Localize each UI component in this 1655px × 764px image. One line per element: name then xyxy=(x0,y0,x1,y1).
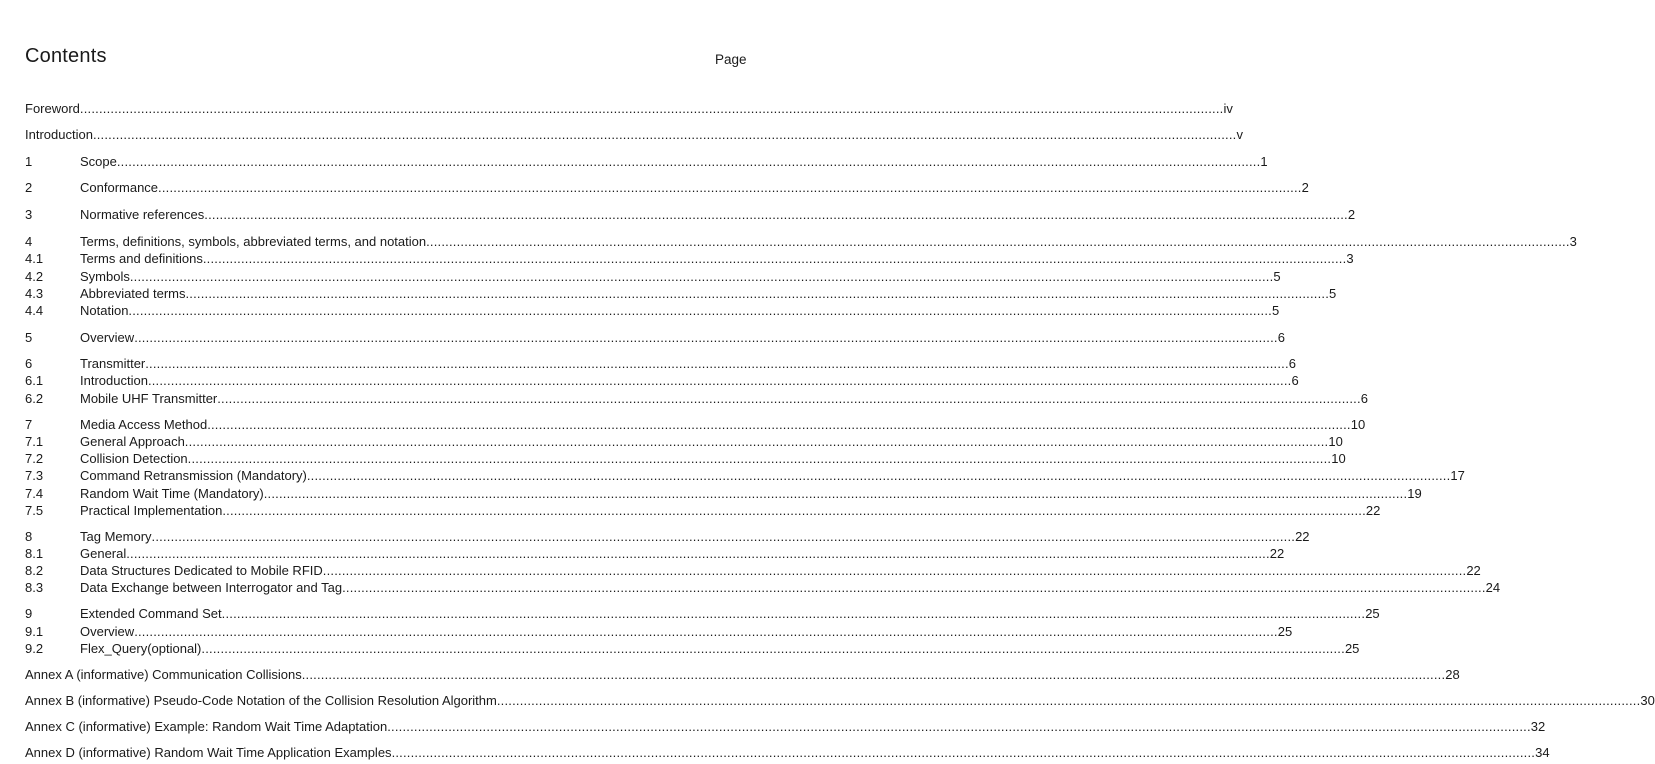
toc-entry-number: 4.2 xyxy=(25,269,44,284)
toc-entry-title: Introduction xyxy=(80,373,148,388)
toc-entry[interactable] xyxy=(25,250,1354,267)
toc-entry-title: Data Structures Dedicated to Mobile RFID xyxy=(80,563,323,578)
toc-entry-page: 10 xyxy=(1331,451,1346,466)
toc-leader-dots: ............................................................................................................................................................................................................................................................................................................ xyxy=(187,451,1332,466)
toc-entry-page: 6 xyxy=(1291,373,1299,388)
toc-leader-dots: ............................................................................................................................................................................................................................................................................................................ xyxy=(221,606,1366,621)
toc-entry-page: 25 xyxy=(1365,606,1380,621)
toc-leader-dots: ............................................................................................................................................................................................................................................................................................................ xyxy=(129,269,1274,284)
toc-entry-title: General Approach xyxy=(80,434,185,449)
toc-entry-title: Media Access Method xyxy=(80,417,208,432)
toc-entry-page: 2 xyxy=(1301,180,1309,195)
toc-leader-dots: ............................................................................................................................................................................................................................................................................................................ xyxy=(158,180,1302,195)
toc-entry-page: 6 xyxy=(1288,356,1297,371)
toc-entry-page: iv xyxy=(1223,101,1233,116)
toc-leader-dots: ............................................................................................................................................................................................................................................................................................................ xyxy=(204,207,1348,222)
toc-entry-page: 10 xyxy=(1350,417,1366,432)
toc-entry-number: 7.4 xyxy=(25,486,44,501)
toc-entry-title: Notation xyxy=(80,303,129,318)
toc-leader-dots: ............................................................................................................................................................................................................................................................................................................ xyxy=(496,693,1641,708)
toc-entry-number: 7.1 xyxy=(25,434,44,449)
toc-entry[interactable] xyxy=(25,179,1309,196)
toc-entry-number: 7.2 xyxy=(25,451,44,466)
toc-leader-dots: ............................................................................................................................................................................................................................................................................................................ xyxy=(207,417,1351,432)
toc-entry-title: Flex_Query(optional) xyxy=(80,641,202,656)
toc-entry[interactable] xyxy=(25,126,1243,143)
toc-entry-page: v xyxy=(1236,127,1243,142)
toc-entry-page: 5 xyxy=(1273,269,1281,284)
toc-entry[interactable] xyxy=(25,100,1233,117)
toc-leader-dots: ............................................................................................................................................................................................................................................................................................................ xyxy=(426,234,1570,249)
toc-leader-dots: ............................................................................................................................................................................................................................................................................................................ xyxy=(128,303,1272,318)
toc-leader-dots: ............................................................................................................................................................................................................................................................................................................ xyxy=(217,391,1361,406)
toc-leader-dots: ............................................................................................................................................................................................................................................................................................................ xyxy=(184,434,1329,449)
toc-entry-number: 4.1 xyxy=(25,251,44,266)
toc-entry[interactable] xyxy=(25,450,1346,467)
toc-entry-title: Terms and definitions xyxy=(80,251,203,266)
toc-entry-number: 1 xyxy=(25,154,33,169)
toc-entry-page: 6 xyxy=(1360,391,1369,406)
toc-entry[interactable] xyxy=(25,502,1381,519)
toc-entry[interactable] xyxy=(25,302,1280,319)
toc-entry-page: 17 xyxy=(1450,468,1465,483)
toc-entry-title: Overview xyxy=(80,330,135,345)
toc-entry-title: Annex C (informative) Example: Random Wait Time Adaptation xyxy=(25,719,388,734)
toc-entry[interactable] xyxy=(25,744,1550,761)
toc-entry-number: 2 xyxy=(25,180,33,195)
toc-entry-title: Tag Memory xyxy=(80,529,152,544)
toc-entry-title: Overview xyxy=(80,624,135,639)
toc-leader-dots: ............................................................................................................................................................................................................................................................................................................ xyxy=(185,286,1330,301)
toc-entry-page: 34 xyxy=(1535,745,1550,760)
toc-entry-page: 22 xyxy=(1269,546,1285,561)
toc-entry[interactable] xyxy=(25,467,1465,484)
toc-entry-title: Normative references xyxy=(80,207,205,222)
toc-entry-page: 5 xyxy=(1271,303,1280,318)
toc-entry[interactable] xyxy=(25,528,1310,545)
toc-entry-page: 6 xyxy=(1277,330,1285,345)
toc-entry[interactable] xyxy=(25,355,1297,372)
toc-entry[interactable] xyxy=(25,206,1356,223)
toc-entry[interactable] xyxy=(25,718,1546,735)
toc-entry-number: 8.1 xyxy=(25,546,44,561)
toc-entry-title: Mobile UHF Transmitter xyxy=(80,391,218,406)
toc-entry-number: 8.2 xyxy=(25,563,44,578)
toc-entry-number: 4 xyxy=(25,234,33,249)
toc-entry-number: 4.3 xyxy=(25,286,44,301)
toc-leader-dots: ............................................................................................................................................................................................................................................................................................................ xyxy=(134,624,1278,639)
toc-leader-dots: ............................................................................................................................................................................................................................................................................................................ xyxy=(201,641,1345,656)
toc-entry-number: 9 xyxy=(25,606,33,621)
toc-leader-dots: ............................................................................................................................................................................................................................................................................................................ xyxy=(342,580,1486,595)
toc-entry-page: 1 xyxy=(1260,154,1268,169)
toc-entry-page: 28 xyxy=(1445,667,1460,682)
toc-entry-number: 6.1 xyxy=(25,373,44,388)
toc-entry[interactable] xyxy=(25,285,1337,302)
toc-leader-dots: ............................................................................................................................................................................................................................................................................................................ xyxy=(301,667,1446,682)
toc-entry-page: 2 xyxy=(1347,207,1356,222)
toc-entry-title: Scope xyxy=(80,154,117,169)
toc-entry-title: Practical Implementation xyxy=(80,503,223,518)
toc-entry-title: Command Retransmission (Mandatory) xyxy=(80,468,307,483)
toc-entry[interactable] xyxy=(25,416,1366,433)
toc-entry-title: Introduction xyxy=(25,127,93,142)
toc-entry[interactable] xyxy=(25,692,1655,709)
toc-entry-number: 5 xyxy=(25,330,33,345)
toc-entry-title: Conformance xyxy=(80,180,159,195)
toc-entry-number: 3 xyxy=(25,207,33,222)
toc-entry-title: Random Wait Time (Mandatory) xyxy=(80,486,264,501)
toc-entry-page: 32 xyxy=(1530,719,1546,734)
toc-entry-page: 30 xyxy=(1640,693,1655,708)
toc-entry-page: 24 xyxy=(1485,580,1501,595)
toc-entry-number: 9.2 xyxy=(25,641,44,656)
toc-entry[interactable] xyxy=(25,268,1281,285)
toc-leader-dots: ............................................................................................................................................................................................................................................................................................................ xyxy=(92,127,1237,142)
toc-entry-page: 3 xyxy=(1569,234,1577,249)
toc-entry-title: General xyxy=(80,546,127,561)
toc-leader-dots: ............................................................................................................................................................................................................................................................................................................ xyxy=(147,373,1292,388)
toc-entry[interactable] xyxy=(25,233,1577,250)
toc-entry-title: Collision Detection xyxy=(80,451,188,466)
toc-entry-number: 7 xyxy=(25,417,33,432)
toc-entry-number: 6.2 xyxy=(25,391,44,406)
toc-entry-number: 7.5 xyxy=(25,503,44,518)
toc-entry-page: 3 xyxy=(1346,251,1354,266)
toc-entry-title: Annex D (informative) Random Wait Time Application Examples xyxy=(25,745,392,760)
toc-entry[interactable] xyxy=(25,485,1422,502)
toc-entry-number: 4.4 xyxy=(25,303,44,318)
toc-entry-number: 7.3 xyxy=(25,468,44,483)
toc-leader-dots: ............................................................................................................................................................................................................................................................................................................ xyxy=(306,468,1451,483)
toc-entry-page: 5 xyxy=(1329,286,1337,301)
toc-entry-number: 6 xyxy=(25,356,33,371)
toc-entry-title: Annex B (informative) Pseudo-Code Notation of the Collision Resolution Algorithm xyxy=(25,693,497,708)
toc-entry-title: Abbreviated terms xyxy=(80,286,186,301)
toc-entry-title: Extended Command Set xyxy=(80,606,222,621)
toc-entry[interactable] xyxy=(25,372,1299,389)
toc-entry-page: 22 xyxy=(1295,529,1310,544)
toc-leader-dots: ............................................................................................................................................................................................................................................................................................................ xyxy=(116,154,1261,169)
page-column-label: Page xyxy=(715,52,747,67)
toc-entry[interactable] xyxy=(25,579,1501,596)
toc-entry[interactable] xyxy=(25,329,1285,346)
toc-leader-dots: ............................................................................................................................................................................................................................................................................................................ xyxy=(145,356,1289,371)
toc-entry-page: 25 xyxy=(1277,624,1293,639)
toc-entry[interactable] xyxy=(25,390,1369,407)
toc-entry-number: 8.3 xyxy=(25,580,44,595)
toc-leader-dots: ............................................................................................................................................................................................................................................................................................................ xyxy=(322,563,1467,578)
toc-entry-page: 22 xyxy=(1466,563,1481,578)
toc-leader-dots: ............................................................................................................................................................................................................................................................................................................ xyxy=(387,719,1531,734)
toc-entry-title: Symbols xyxy=(80,269,130,284)
toc-entry-title: Foreword xyxy=(25,101,80,116)
toc-entry[interactable] xyxy=(25,640,1360,657)
toc-entry[interactable] xyxy=(25,623,1293,640)
toc-leader-dots: ............................................................................................................................................................................................................................................................................................................ xyxy=(391,745,1536,760)
toc-leader-dots: ............................................................................................................................................................................................................................................................................................................ xyxy=(126,546,1270,561)
toc-leader-dots: ............................................................................................................................................................................................................................................................................................................ xyxy=(263,486,1408,501)
toc-entry-title: Terms, definitions, symbols, abbreviated terms, and notation xyxy=(80,234,427,249)
toc-entry-number: 9.1 xyxy=(25,624,44,639)
toc-entry-page: 25 xyxy=(1344,641,1360,656)
toc-entry-page: 22 xyxy=(1365,503,1381,518)
toc-leader-dots: ............................................................................................................................................................................................................................................................................................................ xyxy=(151,529,1296,544)
toc-entry[interactable] xyxy=(25,666,1460,683)
toc-leader-dots: ............................................................................................................................................................................................................................................................................................................ xyxy=(202,251,1347,266)
toc-entry[interactable] xyxy=(25,153,1268,170)
toc-entry-page: 19 xyxy=(1407,486,1422,501)
toc-entry[interactable] xyxy=(25,605,1380,622)
toc-entry-title: Transmitter xyxy=(80,356,146,371)
toc-leader-dots: ............................................................................................................................................................................................................................................................................................................ xyxy=(79,101,1224,116)
toc-entry-title: Data Exchange between Interrogator and Tag xyxy=(80,580,343,595)
page-title: Contents xyxy=(25,45,107,67)
toc-entry-title: Annex A (informative) Communication Collisions xyxy=(25,667,302,682)
toc-leader-dots: ............................................................................................................................................................................................................................................................................................................ xyxy=(134,330,1278,345)
toc-entry-page: 10 xyxy=(1328,434,1343,449)
toc-entry[interactable] xyxy=(25,433,1343,450)
toc-entry[interactable] xyxy=(25,545,1285,562)
toc-leader-dots: ............................................................................................................................................................................................................................................................................................................ xyxy=(222,503,1366,518)
toc-entry[interactable] xyxy=(25,562,1481,579)
toc-entry-number: 8 xyxy=(25,529,33,544)
